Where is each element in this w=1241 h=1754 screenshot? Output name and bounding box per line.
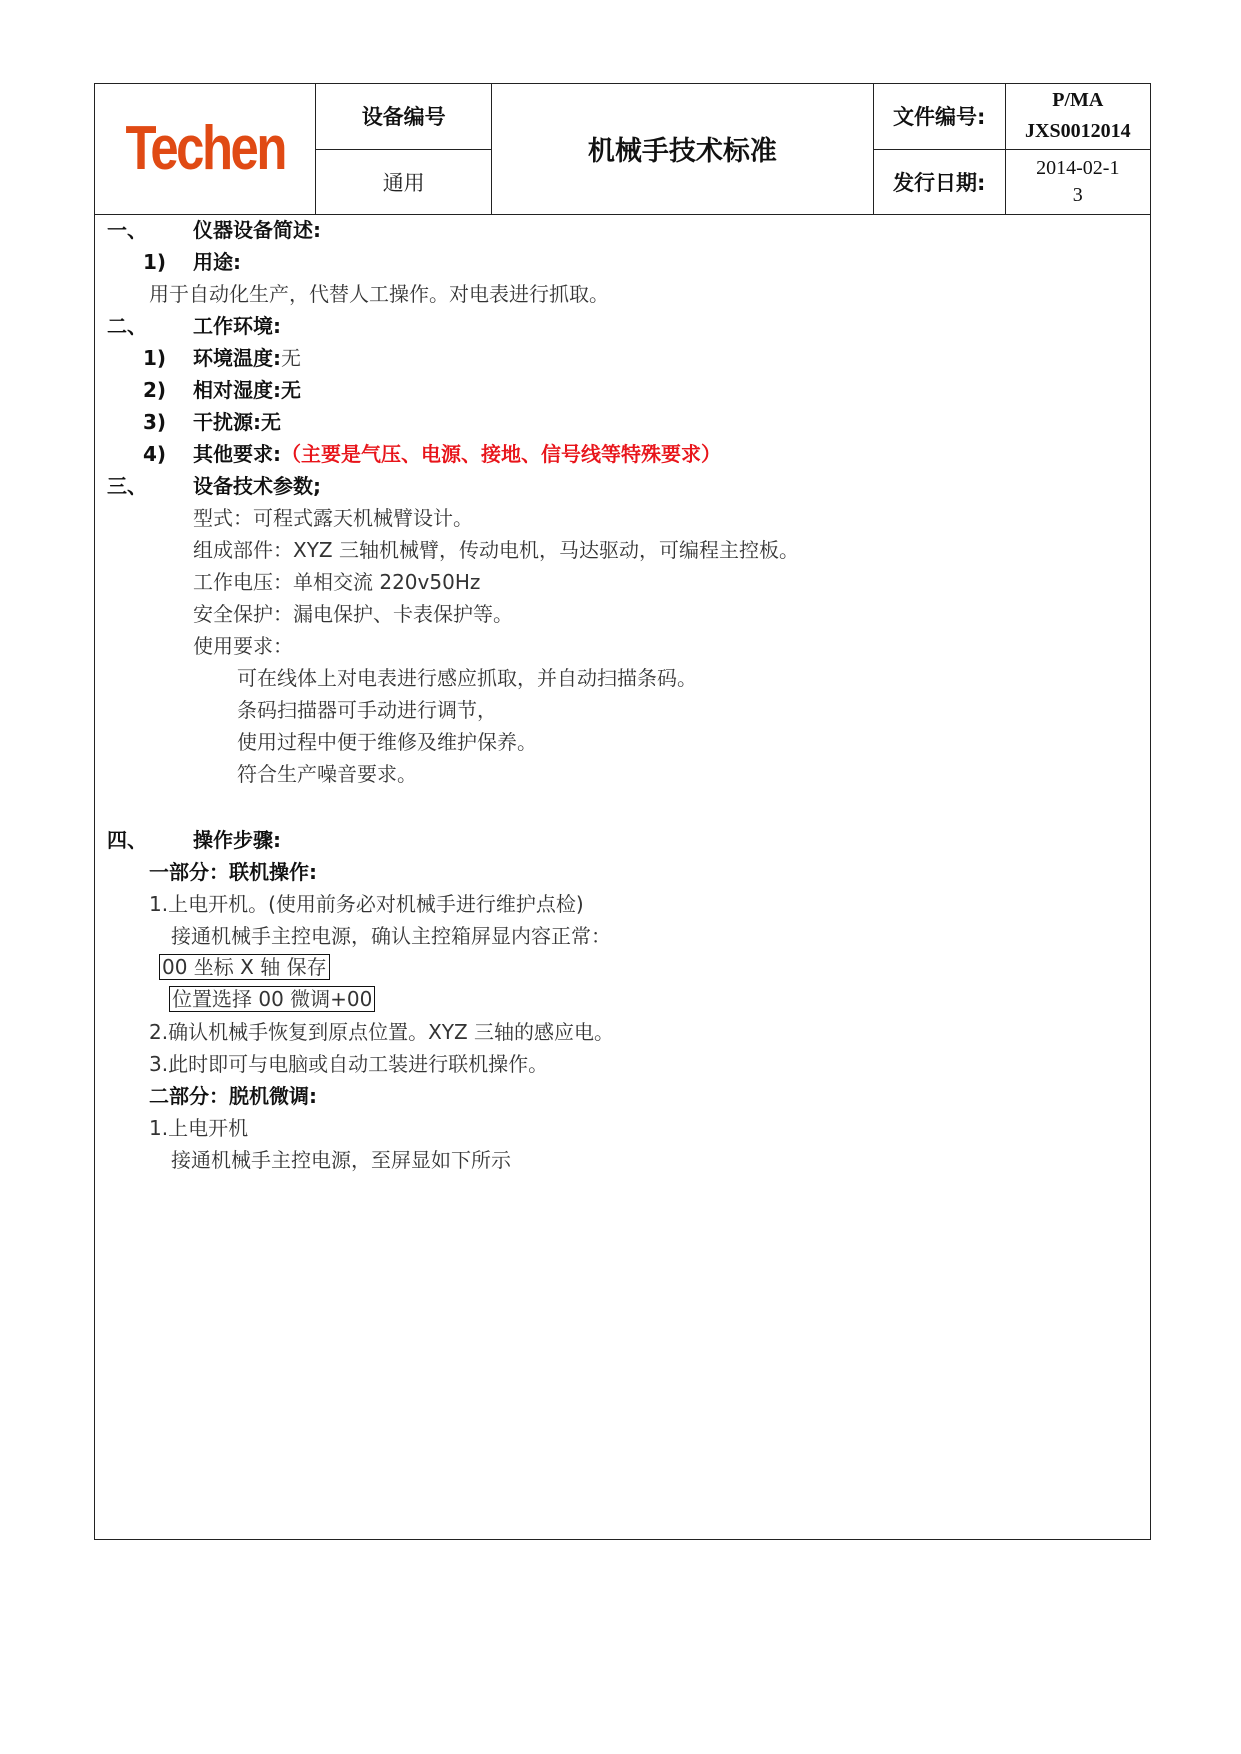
section-1-number: 一、 [107, 218, 147, 242]
item-2-4: 其他要求:（主要是气压、电源、接地、信号线等特殊要求） [193, 442, 721, 466]
section-2-title: 工作环境: [193, 314, 281, 338]
issue-date-label: 发行日期: [873, 149, 1005, 214]
item-2-1: 环境温度:无 [193, 346, 301, 370]
item-2-4-number: 4) [143, 442, 167, 466]
item-2-3: 干扰源:无 [193, 410, 281, 434]
equipment-no-value: 通用 [316, 149, 492, 214]
logo-cell [95, 84, 316, 214]
part-1-step-1-desc: 接通机械手主控电源，确认主控箱屏显内容正常： [171, 924, 611, 948]
item-2-1-number: 1) [143, 346, 167, 370]
part-1-step-2: 2.确认机械手恢复到原点位置。XYZ 三轴的感应电。 [149, 1020, 615, 1044]
item-2-3-number: 3) [143, 410, 167, 434]
usage-text: 用于自动化生产，代替人工操作。对电表进行抓取。 [149, 282, 609, 306]
spec-line: 工作电压：单相交流 220v50Hz [193, 570, 481, 594]
section-4-number: 四、 [107, 828, 147, 852]
equipment-no-label: 设备编号 [316, 84, 492, 149]
document-frame [94, 83, 1151, 1540]
doc-no-label: 文件编号: [873, 84, 1005, 149]
part-1-step-1: 1.上电开机。(使用前务必对机械手进行维护点检) [149, 892, 584, 916]
requirement-line: 符合生产噪音要求。 [237, 762, 417, 786]
section-3-title: 设备技术参数; [193, 474, 321, 498]
spec-line: 组成部件：XYZ 三轴机械臂，传动电机，马达驱动，可编程主控板。 [193, 538, 799, 562]
section-4-title: 操作步骤: [193, 828, 281, 852]
header-table [95, 84, 1150, 215]
part-1-title: 一部分：联机操作: [149, 860, 317, 884]
requirement-line: 使用过程中便于维修及维护保养。 [237, 730, 537, 754]
part-2-step-1-desc: 接通机械手主控电源，至屏显如下所示 [171, 1148, 511, 1172]
part-2-step-1: 1.上电开机 [149, 1116, 249, 1140]
spec-line: 使用要求： [193, 634, 293, 658]
document-title: 机械手技术标准 [491, 84, 873, 214]
section-2-number: 二、 [107, 314, 147, 338]
item-2-2-number: 2) [143, 378, 167, 402]
part-1-step-3: 3.此时即可与电脑或自动工装进行联机操作。 [149, 1052, 549, 1076]
company-logo: Techen [125, 114, 285, 184]
spec-line: 安全保护：漏电保护、卡表保护等。 [193, 602, 513, 626]
screen-display-line-1: 00 坐标 X 轴 保存 [159, 954, 330, 980]
item-1-1-label: 用途: [193, 250, 241, 274]
item-1-1-number: 1) [143, 250, 167, 274]
spec-line: 型式：可程式露天机械臂设计。 [193, 506, 473, 530]
section-3-number: 三、 [107, 474, 147, 498]
requirement-line: 可在线体上对电表进行感应抓取，并自动扫描条码。 [237, 666, 697, 690]
requirement-line: 条码扫描器可手动进行调节， [237, 698, 497, 722]
part-2-title: 二部分：脱机微调: [149, 1084, 317, 1108]
section-1-title: 仪器设备简述: [193, 218, 321, 242]
screen-display-line-2: 位置选择 00 微调+00 [169, 986, 375, 1012]
issue-date-value: 2014-02-1 3 [1005, 149, 1150, 214]
item-2-2: 相对湿度:无 [193, 378, 301, 402]
doc-no-value: P/MA JXS0012014 [1005, 84, 1150, 149]
